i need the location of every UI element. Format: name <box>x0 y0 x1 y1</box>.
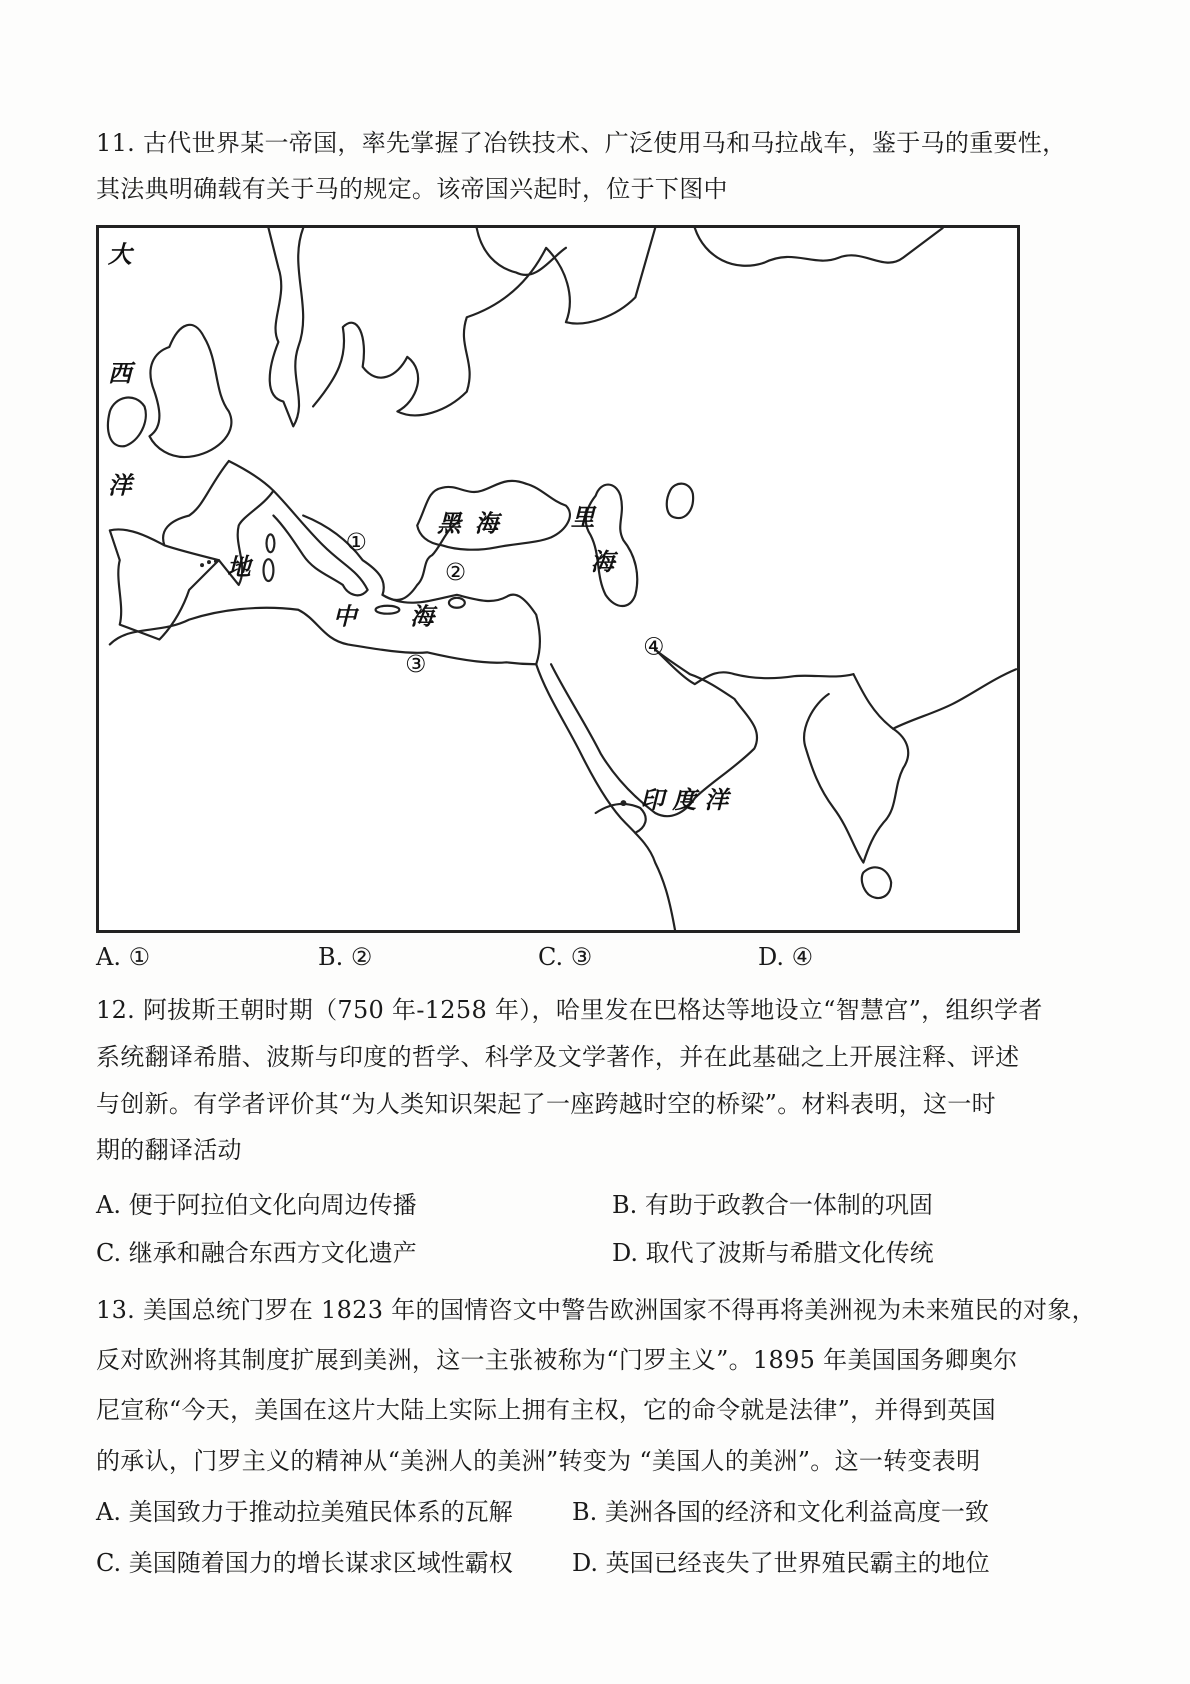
q13-option-d[interactable]: D. 英国已经丧失了世界殖民霸主的地位 <box>572 1549 990 1577</box>
q12-option-a[interactable]: A. 便于阿拉伯文化向周边传播 <box>96 1191 417 1219</box>
india-coast <box>804 674 908 862</box>
northern-russia-coast <box>477 228 943 275</box>
india-east-coast <box>893 669 1016 728</box>
sri-lanka <box>862 867 891 898</box>
label-med-1: 地 <box>226 553 251 582</box>
label-caspian-1: 里 <box>570 503 595 532</box>
label-atlantic-3: 洋 <box>107 471 132 500</box>
q11-option-a[interactable]: A. ① <box>96 943 151 971</box>
label-atlantic-1: 大 <box>107 240 132 269</box>
q11-option-d[interactable]: D. ④ <box>758 943 814 971</box>
q11-stem-line-1: 11. 古代世界某一帝国，率先掌握了冶铁技术、广泛使用马和马拉战车，鉴于马的重要性， <box>96 129 1067 157</box>
map-marker-2: ② <box>444 557 467 586</box>
q13-option-b[interactable]: B. 美洲各国的经济和文化利益高度一致 <box>572 1498 989 1526</box>
q13-stem-line-1: 13. 美国总统门罗在 1823 年的国情咨文中警告欧洲国家不得再将美洲视为未来殖民的对象， <box>96 1296 1096 1324</box>
q11-option-b[interactable]: B. ② <box>318 943 373 971</box>
ireland <box>108 397 146 446</box>
label-atlantic-2: 西 <box>107 359 132 388</box>
q12-option-b[interactable]: B. 有助于政教合一体制的巩固 <box>612 1191 933 1219</box>
balearic-dot <box>200 563 204 567</box>
socotra-dot <box>620 800 626 806</box>
cyprus <box>449 598 465 608</box>
q11-map <box>96 225 1020 933</box>
q13-stem-line-3: 尼宣称“今天，美国在这片大陆上实际上拥有主权，它的命令就是法律”，并得到英国 <box>96 1396 996 1424</box>
corsica <box>266 534 274 552</box>
q12-stem-line-3: 与创新。有学者评价其“为人类知识架起了一座跨越时空的桥梁”。材料表明，这一时 <box>96 1090 996 1118</box>
balearic-dot <box>207 560 211 564</box>
q12-stem-line-2: 系统翻译希腊、波斯与印度的哲学、科学及文学著作，并在此基础之上开展注释、评述 <box>96 1043 1020 1071</box>
baltic-coast <box>313 228 655 415</box>
q11-stem-line-2: 其法典明确载有关于马的规定。该帝国兴起时，位于下图中 <box>96 175 728 203</box>
q12-option-c[interactable]: C. 继承和融合东西方文化遗产 <box>96 1239 417 1267</box>
q11-option-c[interactable]: C. ③ <box>538 943 593 971</box>
label-black-2: 海 <box>474 509 499 538</box>
q13-option-c[interactable]: C. 美国随着国力的增长谋求区域性霸权 <box>96 1549 513 1577</box>
label-med-2: 中 <box>332 602 357 631</box>
map-marker-3: ③ <box>405 650 427 679</box>
map-marker-4: ④ <box>643 632 665 661</box>
aral-sea <box>667 484 693 518</box>
map-marker-1: ① <box>345 528 368 557</box>
persian-gulf <box>655 649 853 684</box>
crete <box>376 606 400 614</box>
q13-option-a[interactable]: A. 美国致力于推动拉美殖民体系的瓦解 <box>96 1498 513 1526</box>
q12-option-d[interactable]: D. 取代了波斯与希腊文化传统 <box>612 1239 934 1267</box>
label-indian-ocean: 印 度 洋 <box>640 786 729 815</box>
scandinavia-coast <box>268 228 303 426</box>
label-black-1: 黑 <box>437 509 461 538</box>
north-africa-coast <box>110 608 536 664</box>
q12-stem-line-4: 期的翻译活动 <box>96 1136 242 1164</box>
q13-stem-line-4: 的承认，门罗主义的精神从“美洲人的美洲”转变为 “美国人的美洲”。这一转变表明 <box>96 1447 981 1475</box>
france-coast <box>163 461 273 585</box>
balearic-dot <box>214 559 218 563</box>
q12-stem-line-1: 12. 阿拔斯王朝时期（750 年-1258 年），哈里发在巴格达等地设立“智慧宫”，组织学者 <box>96 996 1043 1024</box>
map-drawing <box>99 228 1017 930</box>
q13-stem-line-2: 反对欧洲将其制度扩展到美洲，这一主张被称为“门罗主义”。1895 年美国国务卿奥尔 <box>96 1346 1018 1374</box>
sardinia <box>264 559 274 581</box>
label-caspian-2: 海 <box>590 548 615 577</box>
great-britain <box>149 325 231 457</box>
iberia-coast <box>110 529 219 639</box>
label-med-3: 海 <box>410 602 435 631</box>
